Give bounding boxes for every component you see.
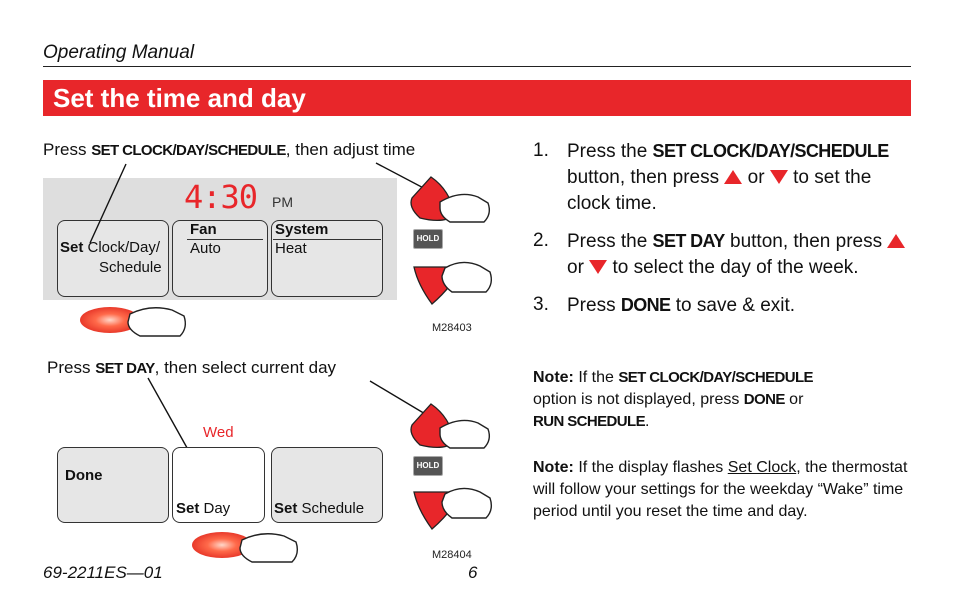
- section-title: Set the time and day: [53, 83, 306, 113]
- document-number: 69-2211ES—01: [43, 563, 163, 582]
- down-arrow-icon: [589, 260, 607, 274]
- manual-title: Operating Manual: [43, 42, 195, 63]
- pointing-hand-icon: [440, 420, 489, 448]
- page-number: 6: [468, 563, 478, 582]
- lcd-ampm: PM: [272, 194, 293, 210]
- pointing-hand-icon: [240, 534, 297, 562]
- note-flashing-display: Note: If the display flashes Set Clock, the thermostat will follow your settings for the weekday “Wake” time period until you reset the time and day.: [533, 459, 908, 520]
- figure1-model-code: M28403: [432, 322, 472, 334]
- figure2-caption: Press SET DAY, then select current day: [47, 358, 337, 377]
- figure1-caption: Press SET CLOCK/DAY/SCHEDULE, then adjust time: [43, 140, 416, 159]
- down-arrow-icon: [770, 170, 788, 184]
- up-arrow-icon: [887, 234, 905, 248]
- done-key[interactable]: Done: [57, 447, 169, 523]
- pointing-hand-icon: [440, 194, 489, 222]
- step-2: 2. Press the SET DAY button, then press or to select the day of the week.: [533, 228, 913, 281]
- pointing-hand-icon: [442, 488, 491, 518]
- step-1: 1. Press the SET CLOCK/DAY/SCHEDULE button, then press or to set the clock time.: [533, 140, 889, 214]
- figure2-model-code: M28404: [432, 549, 472, 561]
- figure2-caption-command: SET DAY: [95, 360, 155, 377]
- pointing-hand-icon: [128, 308, 185, 336]
- hold-button[interactable]: HOLD: [413, 229, 443, 249]
- figure1-caption-command: SET CLOCK/DAY/SCHEDULE: [91, 142, 286, 159]
- step-3: 3. Press DONE to save & exit.: [533, 294, 796, 316]
- callout-line-clock-key: [90, 164, 126, 243]
- note-display-options: Note: If the SET CLOCK/DAY/SCHEDULE option is not displayed, press DONE or RUN SCHEDULE.: [533, 369, 813, 430]
- system-value: Heat: [275, 240, 307, 257]
- fan-label: Fan: [190, 221, 217, 238]
- up-arrow-icon: [724, 170, 742, 184]
- lcd-day-readout: Wed: [203, 424, 234, 441]
- instruction-steps: [533, 138, 913, 330]
- fan-value: Auto: [190, 240, 221, 257]
- system-label: System: [275, 221, 329, 238]
- lcd-time-readout: 4:30: [184, 178, 258, 216]
- set-clock-day-schedule-key[interactable]: Set Clock/Day/ Schedule: [57, 220, 169, 297]
- hold-button[interactable]: HOLD: [413, 456, 443, 476]
- pointing-hand-icon: [442, 262, 491, 292]
- set-day-key[interactable]: Set Day: [172, 447, 265, 523]
- set-schedule-key[interactable]: Set Schedule: [271, 447, 383, 523]
